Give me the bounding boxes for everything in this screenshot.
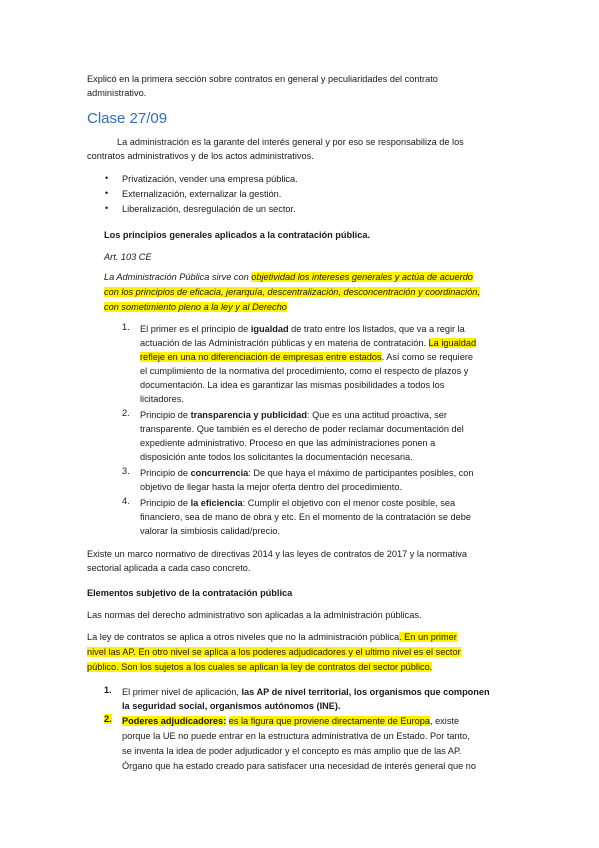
list-number: 3. <box>122 466 130 476</box>
list-number: 1. <box>122 322 130 332</box>
para2-line-1: Existe un marco normativo de directivas 2014 y las leyes de contratos de 2017 y la normativa <box>87 549 467 559</box>
quote-line-3: con sometimiento pleno a la ley y al Derecho <box>104 302 287 312</box>
level-line: El primer nivel de aplicación, las AP de nivel territorial, los organismos que componen <box>122 687 490 697</box>
bullet-item: Externalización, externalizar la gestión. <box>122 189 282 199</box>
elements-title: Elementos subjetivo de la contratación pública <box>87 588 293 598</box>
bullet-dot: • <box>105 188 109 198</box>
para2-line-2: sectorial aplicada a cada caso concreto. <box>87 563 251 573</box>
para4-line-2: nivel las AP. En otro nivel se aplica a los poderes adjudicadores y el ultimo nivel es el sector <box>87 647 461 657</box>
level-line: porque la UE no puede entrar en la estructura administrativa de un Estado. Por tanto, <box>122 731 470 741</box>
quote-line-1: La Administración Pública sirve con objetividad los intereses generales y actúa de acuerdo <box>104 272 473 282</box>
para1-line-2: contratos administrativos y de los actos administrativos. <box>87 151 314 161</box>
bullet-dot: • <box>105 203 109 213</box>
principle-line: El primer es el principio de igualdad de trato entre los listados, que va a regir la <box>140 324 465 334</box>
principle-line: el cumplimiento de la normativa del procedimiento, como el respecto de plazos y <box>140 366 469 376</box>
list-number: 2. <box>104 714 112 724</box>
principle-line: documentación. La idea es garantizar las mismas posibilidades a todos los <box>140 380 445 390</box>
para4-line-3: público. Son los sujetos a los cuales se aplican la ley de contratos del sector público. <box>87 662 433 672</box>
intro-line-1: Explicó en la primera sección sobre contratos en general y peculiaridades del contrato <box>87 74 438 84</box>
bullet-item: Liberalización, desregulación de un sector. <box>122 204 296 214</box>
intro-line-2: administrativo. <box>87 88 147 98</box>
principle-line: objetivo de llegar hasta la mejor oferta dentro del procedimiento. <box>140 482 402 492</box>
article-ref: Art. 103 CE <box>104 252 152 262</box>
principle-line: actuación de las Administración públicas y en materia de contratación. La igualdad <box>140 338 477 348</box>
bullet-item: Privatización, vender una empresa pública. <box>122 174 298 184</box>
level-line: se inventa la idea de poder adjudicador y el concepto es más amplio que de las AP. <box>122 746 462 756</box>
principle-line: financiero, sea de mano de obra y etc. En el momento de la contratación se debe <box>140 512 471 522</box>
section-title: Clase 27/09 <box>87 110 168 127</box>
principle-line: valorar la simbiosis calidad/precio. <box>140 526 280 536</box>
level-line: Órgano que ha estado creado para satisfacer una necesidad de interés general que no <box>122 761 476 771</box>
principle-line: transparente. Que también es el derecho de poder reclamar documentación del <box>140 424 464 434</box>
list-number: 2. <box>122 408 130 418</box>
principle-line: refleje en una no diferenciación de empresas entre estados. Así como se requiere <box>140 352 474 362</box>
bullet-dot: • <box>105 173 109 183</box>
principle-line: Principio de transparencia y publicidad: Que es una actitud proactiva, ser <box>140 410 447 420</box>
level-line: la seguridad social, organismos autónomos (INE). <box>122 701 341 711</box>
quote-line-2: con los principios de eficacia, jerarquía, descentralización, desconcentración y coordinación, <box>104 287 480 297</box>
principle-line: Principio de concurrencia: De que haya el máximo de participantes posibles, con <box>140 468 474 478</box>
para1-line-1: La administración es la garante del interés general y por eso se responsabiliza de los <box>117 137 464 147</box>
para3: Las normas del derecho administrativo son aplicadas a la administración públicas. <box>87 610 422 620</box>
principles-title: Los principios generales aplicados a la contratación pública. <box>104 230 371 240</box>
list-number: 4. <box>122 496 130 506</box>
principle-line: licitadores. <box>140 394 184 404</box>
para4-line-1: La ley de contratos se aplica a otros niveles que no la administración pública. En un primer <box>87 632 457 642</box>
principle-line: expediente administrativo. Proceso en que las administraciones ponen a <box>140 438 436 448</box>
list-number: 1. <box>104 685 112 695</box>
principle-line: Principio de la eficiencia: Cumplir el objetivo con el menor coste posible, sea <box>140 498 456 508</box>
principle-line: disposición ante todos los solicitantes la documentación necesaria. <box>140 452 413 462</box>
level-line: Poderes adjudicadores: es la figura que proviene directamente de Europa, existe <box>122 716 460 726</box>
